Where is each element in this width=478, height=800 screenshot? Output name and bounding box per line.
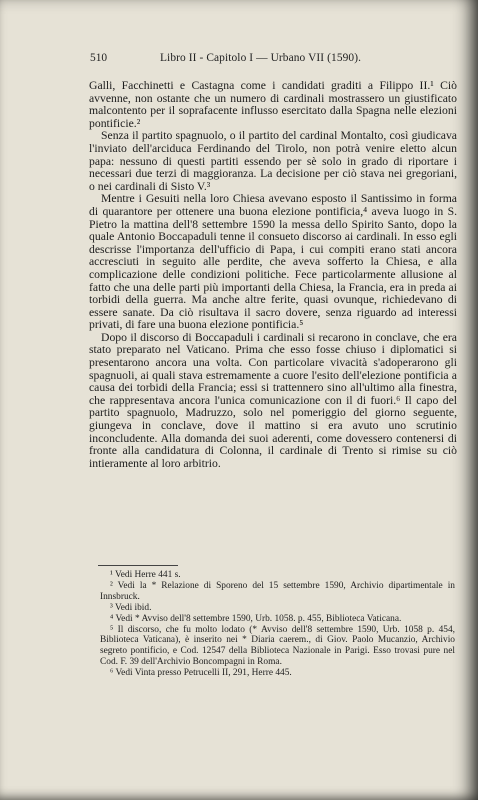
paragraph: Galli, Facchinetti e Castagna come i candidati graditi a Filippo II.¹ Ciò avvenne, non ostante che un numero di cardinali mostrassero un giustificato malcontento per il soprafacente influsso esercitato dalla Spagna nelle elezioni pontificie.² bbox=[89, 79, 457, 130]
paragraph: Dopo il discorso di Boccapaduli i cardinali si recarono in conclave, che era stato preparato nel Vaticano. Prima che esso fosse chiuso i diplomatici si presentarono ancora una volta. Con particolare vivacità s'adoperarono gli spagnuoli, ai quali stava estremamente a cuore l'esito dell'elezione pontificia a causa dei torbidi della Francia; essi si trattennero sino all'ultimo alla finestra, che rappresentava ancora l'unica comunicazione con il di fuori.⁶ Il capo del partito spagnuolo, Madruzzo, solo nel pomeriggio del giorno seguente, giungeva in conclave, dove il mattino si era avuto uno scrutinio inconcludente. Alla domanda dei suoi aderenti, come dovessero contenersi di fronte alla candidatura di Colonna, il cardinale di Trento si rimise su ciò intieramente al loro arbitrio. bbox=[89, 330, 457, 470]
page-number: 510 bbox=[90, 52, 108, 64]
footnotes bbox=[100, 570, 455, 679]
footnote: ⁵ Il discorso, che fu molto lodato (* Avviso dell'8 settembre 1590, Urb. 1058 p. 454, Biblioteca Vaticana), è inserito nei * Diaria caerem., di Giov. Paolo Mucanzio, Archivio segreto pontificio, e Cod. 12547 della Biblioteca Nazionale in Parigi. Esso trovasi pure nel Cod. F. 39 dell'Archivio Boncompagni in Roma. bbox=[100, 624, 455, 668]
footnote: ² Vedi la * Relazione di Sporeno del 15 settembre 1590, Archivio dipartimentale in Innsbruck. bbox=[100, 580, 455, 602]
main-text bbox=[89, 80, 457, 470]
footnote: ¹ Vedi Herre 441 s. bbox=[110, 570, 181, 580]
paragraph: Mentre i Gesuiti nella loro Chiesa avevano esposto il Santissimo in forma di quarantore per ottenere una buona elezione pontificia,⁴ aveva luogo in S. Pietro la mattina dell'8 settembre 1590 la messa dello Spirito Santo, dopo la quale Antonio Boccapaduli tenne il consueto discorso ai cardinali. In esso egli descrisse l'importanza dell'ufficio di Papa, i cui compiti erano stati ancora accresciuti in seguito alle perdite, che aveva sofferto la Chiesa, e alla complicazione delle condizioni politiche. Fece particolarmente allusione al fatto che una delle parti più importanti della Chiesa, la Francia, era in preda ai torbidi della guerra. Ma anche altre ferite, quasi ovunque, richiedevano di essere sanate. Da ciò risultava il sacro dovere, senza riguardo ad interessi privati, di fare una buona elezione pontificia.⁵ bbox=[89, 192, 457, 332]
footnote-separator bbox=[98, 565, 178, 566]
footnote: ⁴ Vedi * Avviso dell'8 settembre 1590, Urb. 1058. p. 455, Biblioteca Vaticana. bbox=[110, 613, 402, 624]
footnote: ⁶ Vedi Vinta presso Petrucelli II, 291, Herre 445. bbox=[110, 668, 292, 679]
footnote: ³ Vedi ibid. bbox=[110, 602, 152, 613]
paragraph: Senza il partito spagnuolo, o il partito del cardinal Montalto, così giudicava l'inviato dell'arciduca Ferdinando del Tirolo, non potrà venire eletto alcun papa: nessuno di questi partiti essendo per sè solo in grado di riportare i necessari due terzi di maggioranza. La decisione per ciò stava nei gregoriani, o nei cardinali di Sisto V.³ bbox=[89, 129, 457, 193]
running-title: Libro II - Capitolo I — Urbano VII (1590). bbox=[160, 52, 362, 64]
